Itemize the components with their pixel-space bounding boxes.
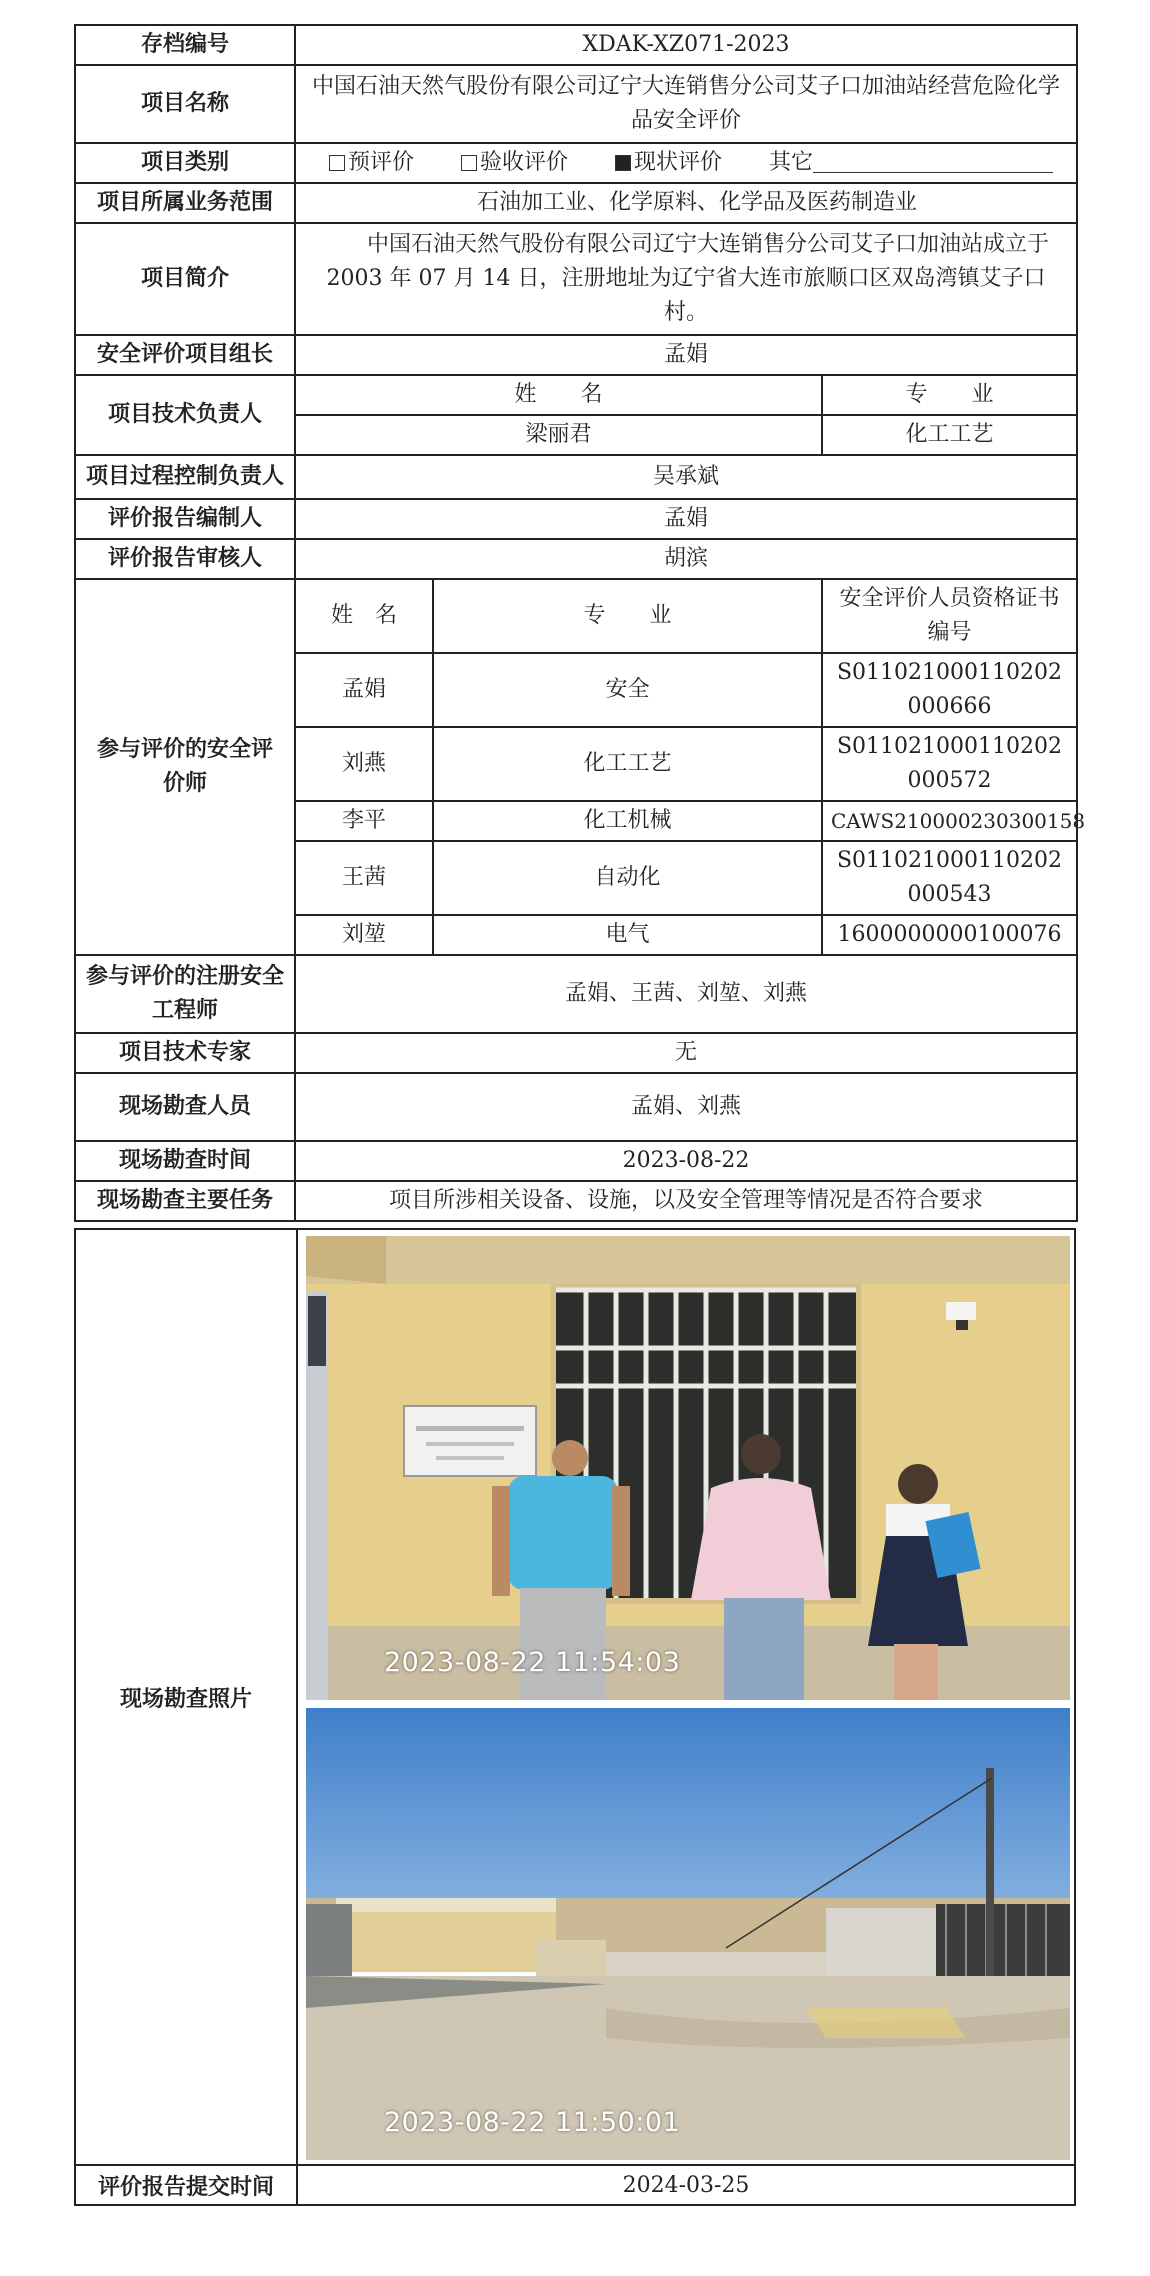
row-business-scope — [75, 183, 1077, 223]
evaluator-name: 李平 — [295, 801, 433, 841]
project-type-label: 项目类别 — [75, 143, 295, 183]
evaluator-major: 自动化 — [433, 841, 822, 915]
evaluators-cert-header: 安全评价人员资格证书编号 — [822, 579, 1077, 653]
report-reviewer-label: 评价报告审核人 — [75, 539, 295, 579]
evaluator-cert: CAWS210000230300158 — [822, 801, 1077, 841]
business-scope-value: 石油加工业、化学原料、化学品及医药制造业 — [295, 183, 1077, 223]
option-other: 其它 — [769, 150, 1053, 175]
info-table — [74, 24, 1086, 1222]
tech-expert-value: 无 — [295, 1033, 1077, 1073]
row-report-editor — [75, 499, 1077, 539]
evaluator-major: 安全 — [433, 653, 822, 727]
site-photos-label: 现场勘查照片 — [76, 1230, 298, 2164]
process-control-value: 吴承斌 — [295, 455, 1077, 499]
evaluator-major: 化工工艺 — [433, 727, 822, 801]
row-registered-engineers — [75, 955, 1077, 1033]
submit-time-value: 2024-03-25 — [622, 2172, 750, 2198]
row-submit-time — [74, 2166, 1076, 2206]
archive-label: 存档编号 — [75, 25, 295, 65]
process-control-label: 项目过程控制负责人 — [75, 455, 295, 499]
row-intro — [75, 223, 1077, 335]
row-evaluators-header — [75, 579, 1077, 653]
registered-engineers-value: 孟娟、王茜、刘堃、刘燕 — [295, 955, 1077, 1033]
submit-time-label: 评价报告提交时间 — [76, 2166, 298, 2204]
evaluators-major-header: 专 业 — [433, 579, 822, 653]
photo-timestamp: 2023-08-22 11:54:03 — [384, 1647, 681, 1678]
evaluator-name: 刘堃 — [295, 915, 433, 955]
site-photo-yard — [306, 1708, 1070, 2160]
checkbox-icon — [329, 155, 345, 171]
project-name-label: 项目名称 — [75, 65, 295, 143]
intro-label: 项目简介 — [75, 223, 295, 335]
evaluator-name: 孟娟 — [295, 653, 433, 727]
option-acceptance-eval: 验收评价 — [461, 150, 568, 175]
evaluator-major: 电气 — [433, 915, 822, 955]
other-blank-line — [813, 150, 1053, 173]
row-site-staff — [75, 1073, 1077, 1141]
checkbox-icon — [461, 155, 477, 171]
report-editor-label: 评价报告编制人 — [75, 499, 295, 539]
row-tech-expert — [75, 1033, 1077, 1073]
evaluator-cert: S011021000110202000543 — [822, 841, 1077, 915]
site-time-value: 2023-08-22 — [295, 1141, 1077, 1181]
checked-box-icon — [615, 155, 631, 171]
row-report-reviewer — [75, 539, 1077, 579]
site-staff-label: 现场勘查人员 — [75, 1073, 295, 1141]
evaluators-name-header: 姓 名 — [295, 579, 433, 653]
evaluator-cert: S011021000110202000666 — [822, 653, 1077, 727]
team-leader-value: 孟娟 — [295, 335, 1077, 375]
option-status-eval: 现状评价 — [615, 150, 722, 175]
site-task-label: 现场勘查主要任务 — [75, 1181, 295, 1221]
row-tech-lead-header — [75, 375, 1077, 415]
site-photo-people — [306, 1236, 1070, 1700]
project-type-options — [295, 143, 1077, 183]
site-time-label: 现场勘查时间 — [75, 1141, 295, 1181]
evaluation-record-sheet — [74, 24, 1086, 1222]
row-team-leader — [75, 335, 1077, 375]
evaluator-name: 王茜 — [295, 841, 433, 915]
team-leader-label: 安全评价项目组长 — [75, 335, 295, 375]
row-site-time — [75, 1141, 1077, 1181]
photo-building-people-image — [306, 1236, 1070, 1700]
registered-engineers-label: 参与评价的注册安全工程师 — [75, 955, 295, 1033]
tech-lead-label: 项目技术负责人 — [75, 375, 295, 455]
intro-value: 中国石油天然气股份有限公司辽宁大连销售分公司艾子口加油站成立于 2003 年 07 月 14 日，注册地址为辽宁省大连市旅顺口区双岛湾镇艾子口村。 — [295, 223, 1077, 335]
tech-lead-name-header: 姓 名 — [295, 375, 822, 415]
evaluator-name: 刘燕 — [295, 727, 433, 801]
row-process-control — [75, 455, 1077, 499]
tech-lead-major: 化工工艺 — [822, 415, 1077, 455]
evaluator-major: 化工机械 — [433, 801, 822, 841]
business-scope-label: 项目所属业务范围 — [75, 183, 295, 223]
row-project-name — [75, 65, 1077, 143]
site-staff-value: 孟娟、刘燕 — [295, 1073, 1077, 1141]
photo-yard-image — [306, 1708, 1070, 2160]
evaluator-cert: 1600000000100076 — [822, 915, 1077, 955]
site-task-value: 项目所涉相关设备、设施，以及安全管理等情况是否符合要求 — [295, 1181, 1077, 1221]
tech-lead-major-header: 专 业 — [822, 375, 1077, 415]
row-project-type — [75, 143, 1077, 183]
project-name-value: 中国石油天然气股份有限公司辽宁大连销售分公司艾子口加油站经营危险化学品安全评价 — [295, 65, 1077, 143]
option-pre-eval: 预评价 — [329, 150, 414, 175]
tech-lead-name: 梁丽君 — [295, 415, 822, 455]
evaluators-label: 参与评价的安全评价师 — [75, 579, 295, 955]
archive-value: XDAK-XZ071-2023 — [295, 25, 1077, 65]
tech-expert-label: 项目技术专家 — [75, 1033, 295, 1073]
site-photos-section — [74, 1228, 1076, 2166]
row-archive — [75, 25, 1077, 65]
report-editor-value: 孟娟 — [295, 499, 1077, 539]
evaluator-cert: S011021000110202000572 — [822, 727, 1077, 801]
report-reviewer-value: 胡滨 — [295, 539, 1077, 579]
photo-timestamp: 2023-08-22 11:50:01 — [384, 2107, 681, 2138]
row-site-task — [75, 1181, 1077, 1221]
